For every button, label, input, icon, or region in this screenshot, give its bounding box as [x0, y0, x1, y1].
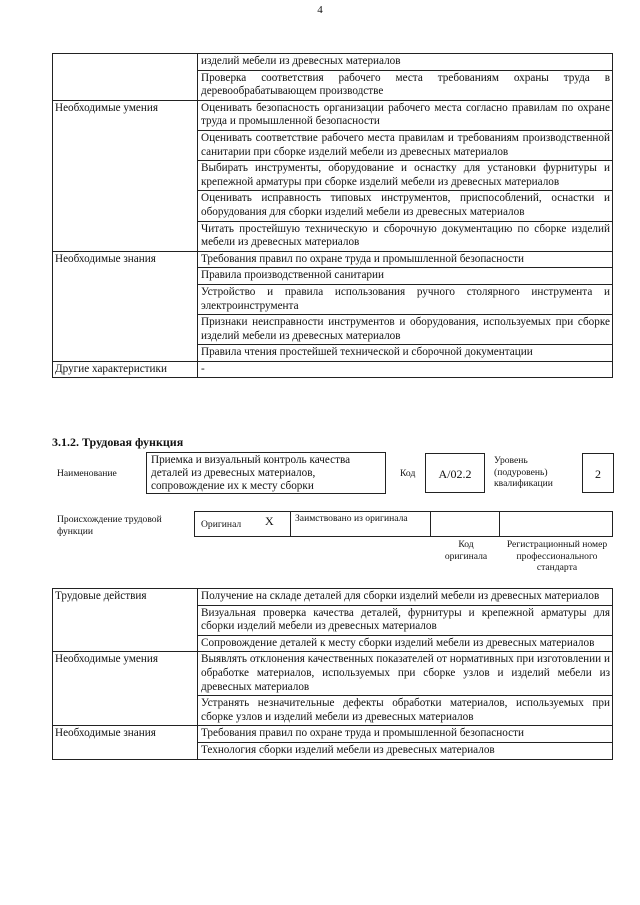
original-mark: X — [265, 514, 274, 528]
table-cell: Устройство и правила использования ручного столярного инструмента и электроинструмента — [198, 284, 613, 314]
borrowed-cell — [290, 511, 431, 537]
row-label: Необходимые умения — [53, 652, 198, 726]
original-label: Оригинал — [201, 519, 242, 530]
table-cell: Требования правил по охране труда и промышленной безопасности — [198, 726, 613, 743]
competency-table-2 — [52, 588, 613, 760]
borrowed-label: Заимствовано из оригинала — [295, 513, 408, 524]
level-box: 2 — [582, 453, 614, 493]
code-box: А/02.2 — [425, 453, 485, 493]
table-cell: Оценивать безопасность организации рабочего места согласно правилам по охране труда и промышленной безопасности — [198, 100, 613, 130]
table-cell: Читать простейшую техническую и сборочную документацию по сборке изделий мебели из древесных материалов — [198, 221, 613, 251]
original-cell — [194, 511, 291, 537]
row-label: Необходимые знания — [53, 251, 198, 361]
code-caption: Код оригинала — [444, 539, 488, 562]
table-cell: Получение на складе деталей для сборки изделий мебели из древесных материалов — [198, 589, 613, 606]
table-cell: Требования правил по охране труда и промышленной безопасности — [198, 251, 613, 268]
table-cell: Технология сборки изделий мебели из древесных материалов — [198, 742, 613, 759]
table-cell: Проверка соответствия рабочего места требованиям охраны труда в деревообрабатывающем производстве — [198, 70, 613, 100]
origin-label: Происхождение трудовой функции — [57, 514, 162, 537]
row-label: Другие характеристики — [53, 361, 198, 378]
table-cell: Оценивать исправность типовых инструментов, приспособлений, оснастки и оборудования для сборки изделий мебели из древесных материалов — [198, 191, 613, 221]
table-cell: Выявлять отклонения качественных показателей от нормативных при изготовлении и обработке материалов, используемых при сборке узлов и изделий мебели из древесных материалов — [198, 652, 613, 696]
section-heading: 3.1.2. Трудовая функция — [52, 435, 184, 449]
table-row — [53, 251, 613, 268]
table-row — [53, 726, 613, 743]
table-row — [53, 361, 613, 378]
page-number: 4 — [317, 4, 323, 16]
row-label — [53, 54, 198, 101]
table-cell: - — [198, 361, 613, 378]
row-label: Необходимые знания — [53, 726, 198, 759]
table-row — [53, 652, 613, 696]
table-cell: изделий мебели из древесных материалов — [198, 54, 613, 71]
table-cell: Визуальная проверка качества деталей, фурнитуры и крепежной арматуры для сборки изделий мебели из древесных материалов — [198, 605, 613, 635]
table-row — [53, 589, 613, 606]
competency-table-1 — [52, 53, 613, 378]
table-cell: Правила производственной санитарии — [198, 268, 613, 285]
table-row — [53, 54, 613, 71]
table-cell: Правила чтения простейшей технической и сборочной документации — [198, 345, 613, 362]
table-cell: Оценивать соответствие рабочего места правилам и требованиям производственной санитарии при сборке изделий мебели из древесных материалов — [198, 130, 613, 160]
registration-cell — [499, 511, 613, 537]
table-cell: Выбирать инструменты, оборудование и оснастку для установки фурнитуры и крепежной арматуры при сборке изделий мебели из древесных материалов — [198, 161, 613, 191]
function-name-box: Приемка и визуальный контроль качества деталей из древесных материалов, сопровождение их к месту сборки — [146, 452, 386, 494]
code-label: Код — [400, 468, 416, 479]
origin-code-cell — [430, 511, 500, 537]
table-cell: Сопровождение деталей к месту сборки изделий мебели из древесных материалов — [198, 635, 613, 652]
table-row — [53, 100, 613, 130]
registration-caption: Регистрационный номер профессионального стандарта — [506, 539, 608, 573]
name-label: Наименование — [57, 468, 117, 479]
table-cell: Признаки неисправности инструментов и оборудования, используемых при сборке изделий мебели из древесных материалов — [198, 315, 613, 345]
row-label: Трудовые действия — [53, 589, 198, 652]
level-label: Уровень (подуровень) квалификации — [494, 455, 553, 489]
table-cell: Устранять незначительные дефекты обработки материалов, используемых при сборке узлов и изделий мебели из древесных материалов — [198, 696, 613, 726]
row-label: Необходимые умения — [53, 100, 198, 251]
